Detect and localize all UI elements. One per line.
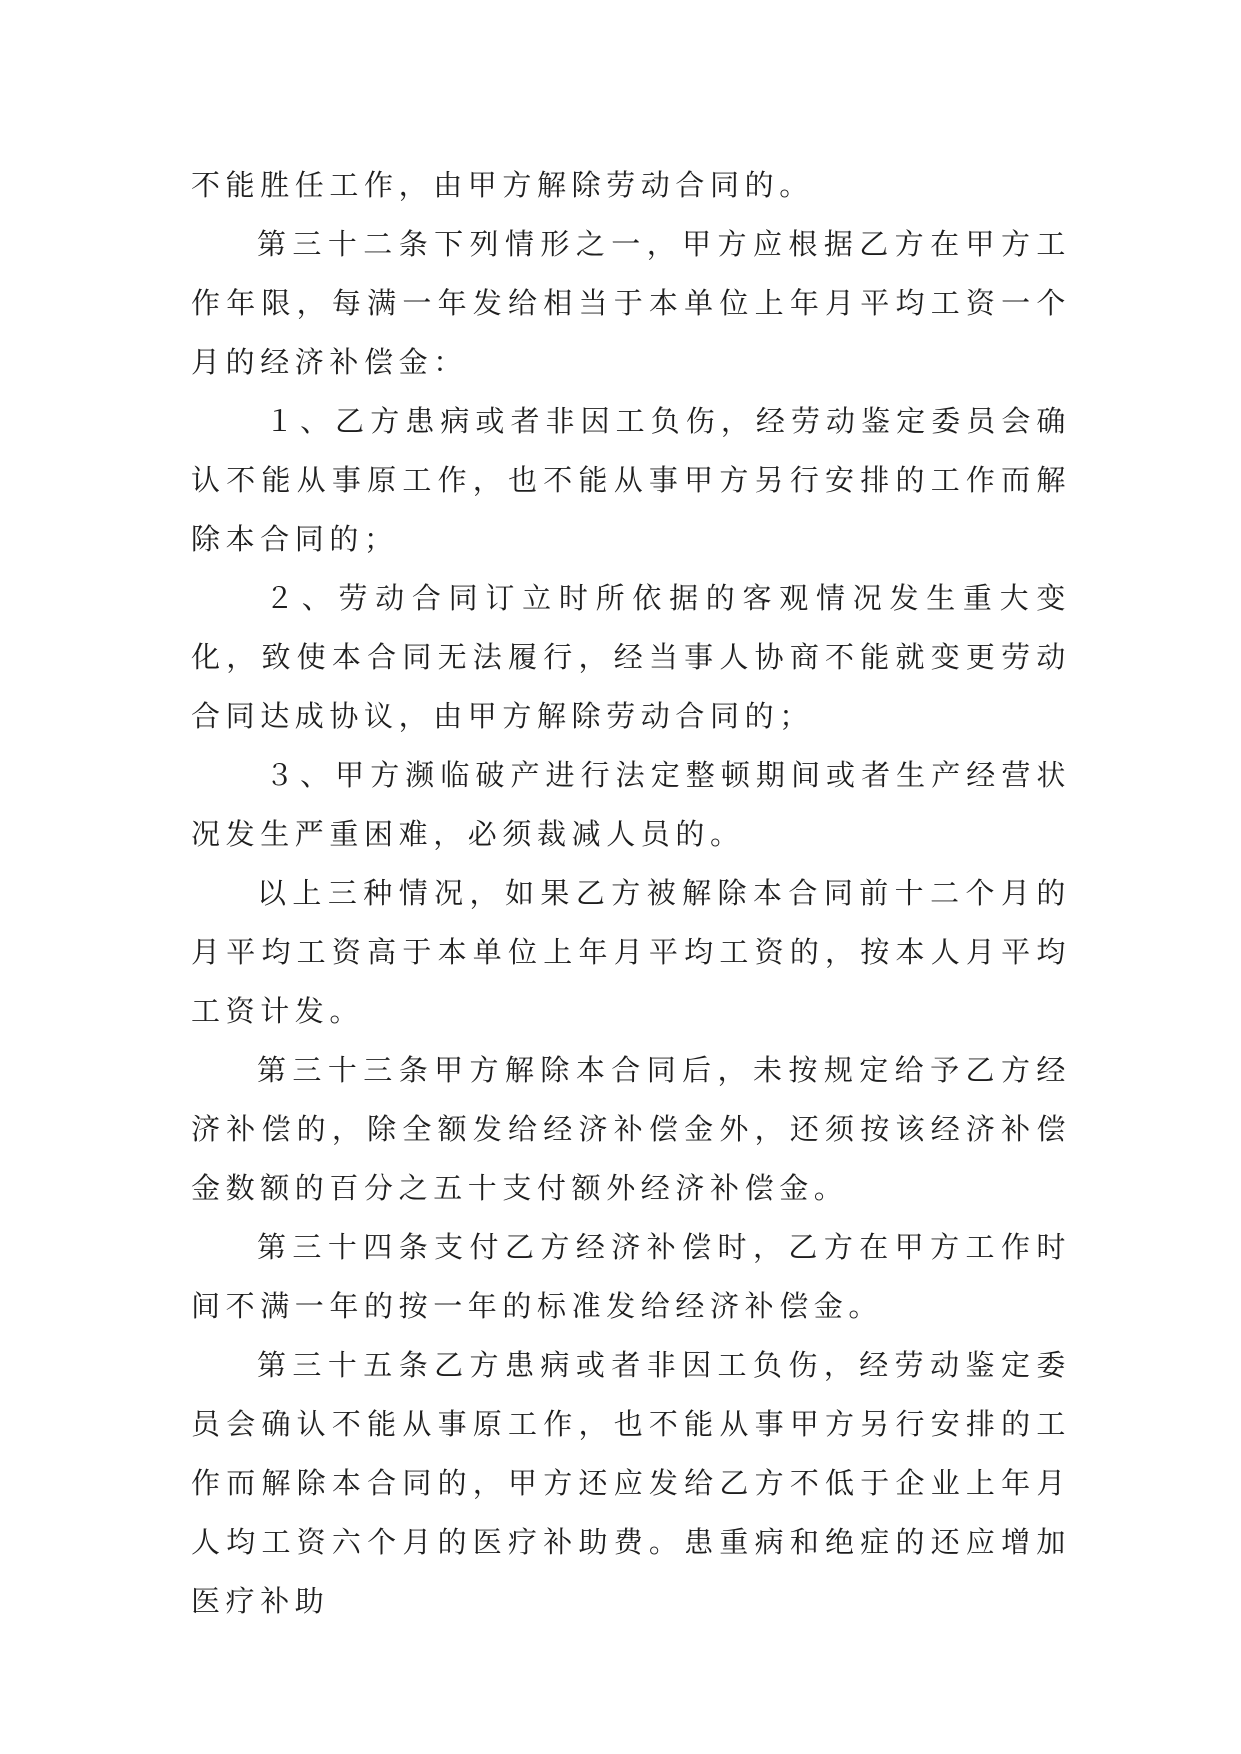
paragraph-item-3: ３、甲方濒临破产进行法定整顿期间或者生产经营状况发生严重困难，必须裁减人员的。 [191,758,1071,851]
document-body [191,156,1071,1631]
paragraph-article-34: 第三十四条支付乙方经济补偿时，乙方在甲方工作时间不满一年的按一年的标准发给经济补偿金。 [191,1230,1071,1323]
paragraph-article-33: 第三十三条甲方解除本合同后，未按规定给予乙方经济补偿的，除全额发给经济补偿金外，还须按该经济补偿金数额的百分之五十支付额外经济补偿金。 [191,1053,1071,1205]
paragraph-summary: 以上三种情况，如果乙方被解除本合同前十二个月的月平均工资高于本单位上年月平均工资的，按本人月平均工资计发。 [191,876,1071,1028]
paragraph-continuation: 不能胜任工作，由甲方解除劳动合同的。 [191,168,814,202]
paragraph-item-1: １、乙方患病或者非因工负伤，经劳动鉴定委员会确认不能从事原工作，也不能从事甲方另行安排的工作而解除本合同的； [191,404,1071,556]
paragraph-article-35: 第三十五条乙方患病或者非因工负伤，经劳动鉴定委员会确认不能从事原工作，也不能从事甲方另行安排的工作而解除本合同的，甲方还应发给乙方不低于企业上年月人均工资六个月的医疗补助费。患重病和绝症的还应增加医疗补助 [191,1348,1071,1618]
paragraph-article-32: 第三十二条下列情形之一，甲方应根据乙方在甲方工作年限，每满一年发给相当于本单位上年月平均工资一个月的经济补偿金： [191,227,1071,379]
paragraph-item-2: ２、劳动合同订立时所依据的客观情况发生重大变化，致使本合同无法履行，经当事人协商不能就变更劳动合同达成协议，由甲方解除劳动合同的； [191,581,1071,733]
